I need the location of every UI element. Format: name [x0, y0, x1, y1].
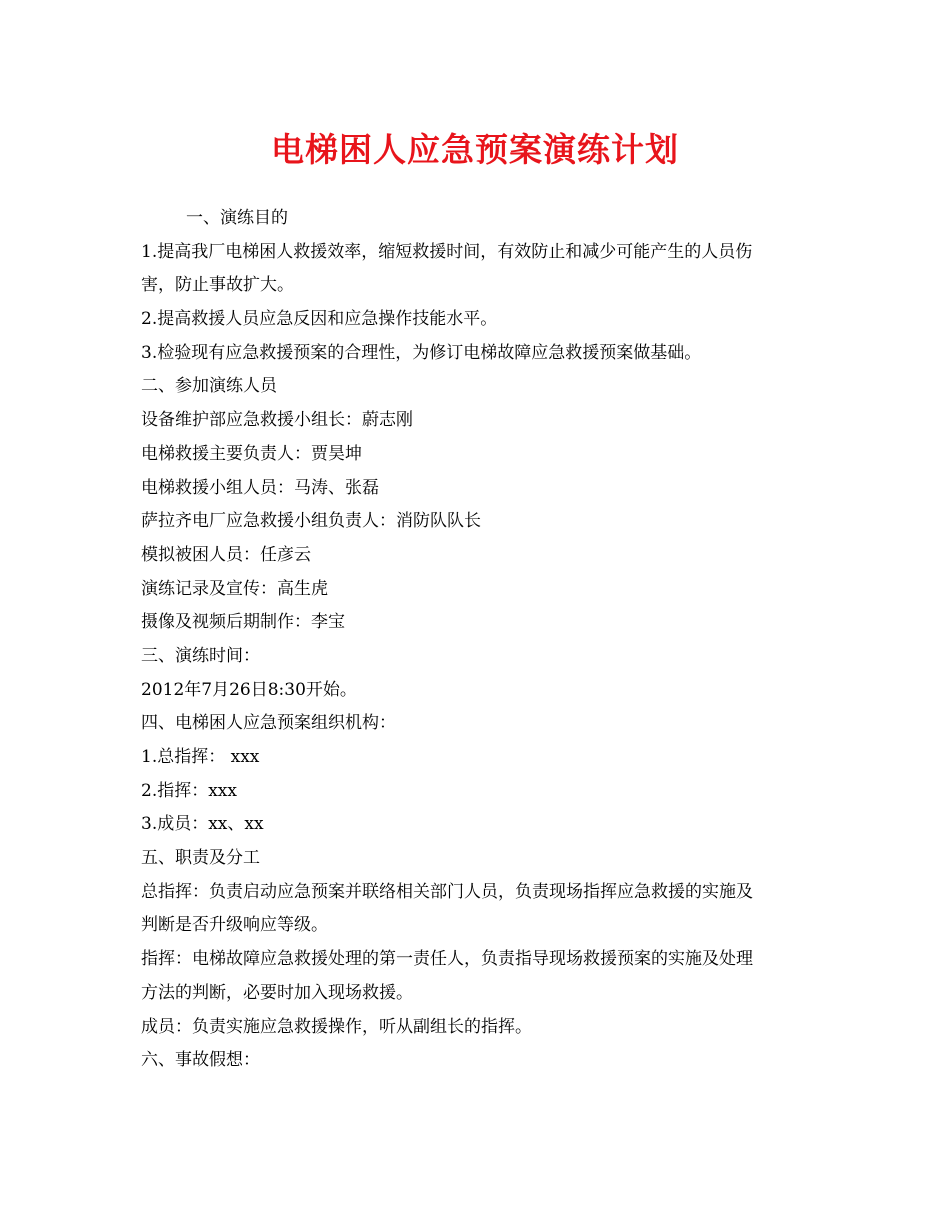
section-heading-duties: 五、职责及分工 — [141, 848, 260, 869]
paragraph-line: 3.检验现有应急救援预案的合理性，为修订电梯故障应急救援预案做基础。 — [141, 342, 702, 363]
paragraph-line: 电梯救援小组人员：马涛、张磊 — [141, 477, 379, 498]
paragraph-line: 判断是否升级响应等级。 — [141, 915, 328, 936]
paragraph-line: 成员：负责实施应急救援操作，听从副组长的指挥。 — [141, 1016, 532, 1037]
document-title: 电梯困人应急预案演练计划 — [271, 130, 679, 169]
paragraph-line: 1.总指挥： xxx — [141, 747, 260, 767]
paragraph-line: 指挥：电梯故障应急救援处理的第一责任人，负责指导现场救援预案的实施及处理 — [141, 949, 753, 970]
paragraph-line: 害，防止事故扩大。 — [141, 275, 294, 296]
section-heading-scenario: 六、事故假想： — [141, 1050, 260, 1071]
document-body — [141, 202, 821, 1078]
paragraph-line: 电梯救援主要负责人：贾昊坤 — [141, 443, 362, 464]
paragraph-line: 总指挥：负责启动应急预案并联络相关部门人员，负责现场指挥应急救援的实施及 — [141, 881, 753, 902]
paragraph-line: 演练记录及宣传：高生虎 — [141, 578, 328, 599]
paragraph-line: 设备维护部应急救援小组长：蔚志刚 — [141, 410, 413, 431]
paragraph-line: 3.成员：xx、xx — [141, 814, 264, 835]
section-heading-participants: 二、参加演练人员 — [141, 376, 277, 397]
section-heading-organization: 四、电梯困人应急预案组织机构： — [141, 713, 396, 734]
paragraph-line: 2012年7月26日8:30开始。 — [141, 679, 357, 700]
paragraph-line: 方法的判断，必要时加入现场救援。 — [141, 982, 413, 1003]
paragraph-line: 2.提高救援人员应急反因和应急操作技能水平。 — [141, 309, 498, 330]
paragraph-line: 2.指挥：xxx — [141, 780, 237, 801]
paragraph-line: 1.提高我厂电梯困人救援效率，缩短救援时间，有效防止和减少可能产生的人员伤 — [141, 241, 753, 262]
section-heading-time: 三、演练时间： — [141, 645, 260, 666]
paragraph-line: 摄像及视频后期制作：李宝 — [141, 612, 345, 633]
paragraph-line: 萨拉齐电厂应急救援小组负责人：消防队队长 — [141, 511, 481, 532]
section-heading-purpose: 一、演练目的 — [186, 208, 288, 228]
paragraph-line: 模拟被困人员：任彦云 — [141, 544, 311, 565]
